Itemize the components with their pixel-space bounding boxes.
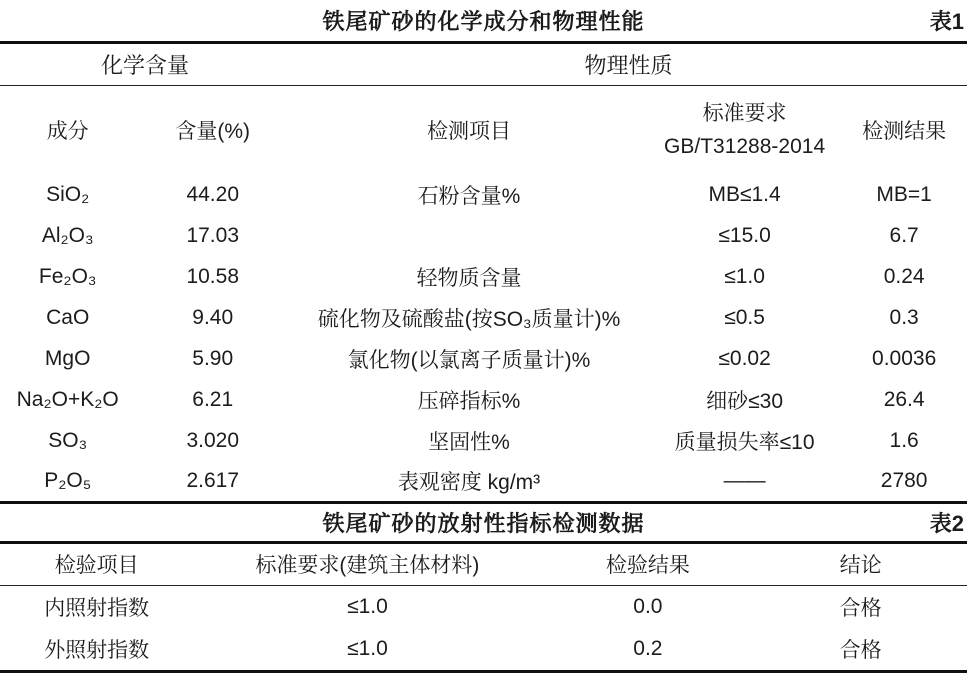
result-cell: 0.2 [633,637,663,661]
test-item-cell: 表观密度 kg/m³ [397,470,541,494]
table2-col-standard: 标准要求(建筑主体材料) [193,544,541,586]
standard-cell: ≤1.0 [347,595,388,619]
component-cell: CaO [46,305,90,329]
table-row [0,629,967,672]
content-cell: 6.21 [192,387,234,411]
table1-col-standard: 标准要求 GB/T31288-2014 [664,101,826,158]
table-row [0,420,967,461]
content-cell: 3.020 [186,428,240,452]
result-cell: 2780 [880,468,928,492]
result-cell: 6.7 [889,223,919,247]
table1-caption-row [0,0,967,44]
content-cell: 2.617 [186,468,240,492]
result-cell: 0.3 [889,305,919,329]
table1-col-content: 含量(%) [175,119,251,143]
test-item-cell: 坚固性% [428,430,510,454]
content-cell: 5.90 [192,346,234,370]
result-cell: 26.4 [883,387,925,411]
standard-cell: 质量损失率≤10 [674,430,815,454]
table2-col-conclusion: 结论 [754,544,967,586]
component-cell: P₂O₅ [44,468,92,492]
table-row [0,379,967,420]
conclusion-cell: 合格 [839,639,882,663]
table1-col-result: 检测结果 [862,119,947,143]
result-cell: 1.6 [889,428,919,452]
table1-group-header-row [0,44,967,85]
table2-tag: 表2 [929,510,964,536]
item-cell: 外照射指数 [44,639,150,663]
test-item-cell: 硫化物及硫酸盐(按SO₃质量计)% [317,307,621,331]
standard-cell: ≤0.5 [724,305,765,329]
standard-cell: MB≤1.4 [708,182,781,206]
standard-cell: —— [723,468,766,492]
table2-col-item: 检验项目 [0,544,193,586]
table2-column-header-row [0,544,967,586]
item-cell: 内照射指数 [44,597,150,621]
table1-group-chemical: 化学含量 [0,44,290,85]
content-cell: 44.20 [186,182,240,206]
table2-col-result: 检验结果 [542,544,755,586]
standard-cell: ≤15.0 [718,223,771,247]
component-cell: SO₃ [48,428,88,452]
test-item-cell: 轻物质含量 [416,266,522,290]
test-item-cell: 压碎指标% [417,389,521,413]
table1-tag: 表1 [929,9,964,34]
table2-title: 铁尾矿砂的放射性指标检测数据 [322,510,645,536]
table1 [0,44,967,504]
table-row [0,215,967,256]
component-cell: Fe₂O₃ [38,264,97,288]
result-cell: MB=1 [876,182,932,206]
table1-column-header-row [0,85,967,174]
result-cell: 0.24 [883,264,925,288]
conclusion-cell: 合格 [839,597,882,621]
standard-cell: ≤1.0 [347,637,388,661]
table2 [0,544,967,674]
table-row [0,297,967,338]
table1-col-test-item: 检测项目 [426,119,511,143]
component-cell: MgO [44,346,91,370]
test-item-cell [290,215,648,256]
standard-cell: 细砂≤30 [706,389,784,413]
content-cell: 17.03 [186,223,240,247]
table-row [0,256,967,297]
content-cell: 10.58 [186,264,240,288]
table2-section [0,504,967,674]
table1-col-component: 成分 [46,119,89,143]
test-item-cell: 氯化物(以氯离子质量计)% [347,348,591,372]
table-row [0,174,967,215]
table1-title: 铁尾矿砂的化学成分和物理性能 [322,9,645,34]
content-cell: 9.40 [192,305,234,329]
component-cell: Na₂O+K₂O [16,387,119,411]
table-row [0,461,967,502]
result-cell: 0.0036 [872,346,937,370]
test-item-cell: 石粉含量% [417,184,521,208]
standard-cell: ≤1.0 [724,264,765,288]
standard-cell: ≤0.02 [718,346,771,370]
table-row [0,586,967,629]
component-cell: SiO₂ [46,182,90,206]
table-row [0,338,967,379]
table2-caption-row [0,504,967,544]
result-cell: 0.0 [633,595,663,619]
component-cell: Al₂O₃ [41,223,94,247]
table1-group-physical: 物理性质 [290,44,967,85]
